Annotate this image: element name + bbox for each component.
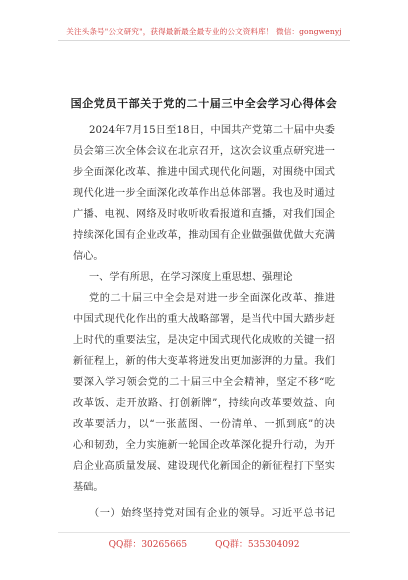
paragraph-line: 信心。 bbox=[73, 251, 104, 262]
header-notice: 关注头条号"公文研究"，获得最新最全最专业的公文资料库！ 微信：gongwenyj bbox=[66, 27, 342, 36]
paragraph-line: 中国式现代化作出的重大战略部署，是当代中国大踏步赶 bbox=[73, 314, 335, 325]
subsection-heading: （一）始终坚持党对国有企业的领导。习近平总书记 bbox=[89, 508, 335, 519]
footer-divider bbox=[58, 532, 350, 533]
paragraph-line: 员会第三次全体会议在北京召开，这次会议重点研究进一 bbox=[73, 146, 335, 157]
paragraph-line: 基础。 bbox=[73, 482, 104, 493]
paragraph-line: 改革要活力，以“一张蓝图、一份清单、一抓到底”的决 bbox=[73, 419, 335, 430]
paragraph-line: 心和韧劲，全力实施新一轮国企改革深化提升行动，为开 bbox=[73, 440, 335, 451]
paragraph-line: 广播、电视、网络及时收听收看报道和直播，对我们国企 bbox=[73, 209, 335, 220]
paragraph-line: 步全面深化改革、推进中国式现代化问题，对围绕中国式 bbox=[73, 167, 335, 178]
footer-qq-group-1: QQ群：30265665 bbox=[108, 540, 188, 550]
paragraph-line: 启企业高质量发展、建设现代化新国企的新征程打下坚实 bbox=[73, 461, 335, 472]
paragraph-line: 党的二十届三中全会是对进一步全面深化改革、推进 bbox=[89, 293, 335, 304]
footer-contacts bbox=[0, 537, 408, 550]
header-divider bbox=[58, 40, 350, 41]
paragraph-line: 要深入学习领会党的二十届三中全会精神，坚定不移“吃 bbox=[73, 377, 335, 388]
footer-qq-group-2: QQ群：535304092 bbox=[215, 540, 300, 550]
paragraph-line: 新征程上，新的伟大变革将迸发出更加澎湃的力量。我们 bbox=[73, 356, 335, 367]
paragraph-line: 现代化进一步全面深化改革作出总体部署。我也及时通过 bbox=[73, 188, 335, 199]
paragraph-line: 改革饭、走开放路、打创新牌”，持续向改革要效益、向 bbox=[73, 398, 335, 409]
paragraph-line: 上时代的重要法宝，是决定中国式现代化成败的关键一招 bbox=[73, 335, 335, 346]
document-title: 国企党员干部关于党的二十届三中全会学习心得体会 bbox=[70, 97, 338, 110]
paragraph-line: 持续深化国有企业改革，推动国有企业做强做优做大充满 bbox=[73, 230, 335, 241]
section-heading: 一、学有所思，在学习深度上重思想、强理论 bbox=[89, 272, 293, 283]
paragraph-line: 2024年7月15日至18日，中国共产党第二十届中央委 bbox=[89, 125, 335, 136]
